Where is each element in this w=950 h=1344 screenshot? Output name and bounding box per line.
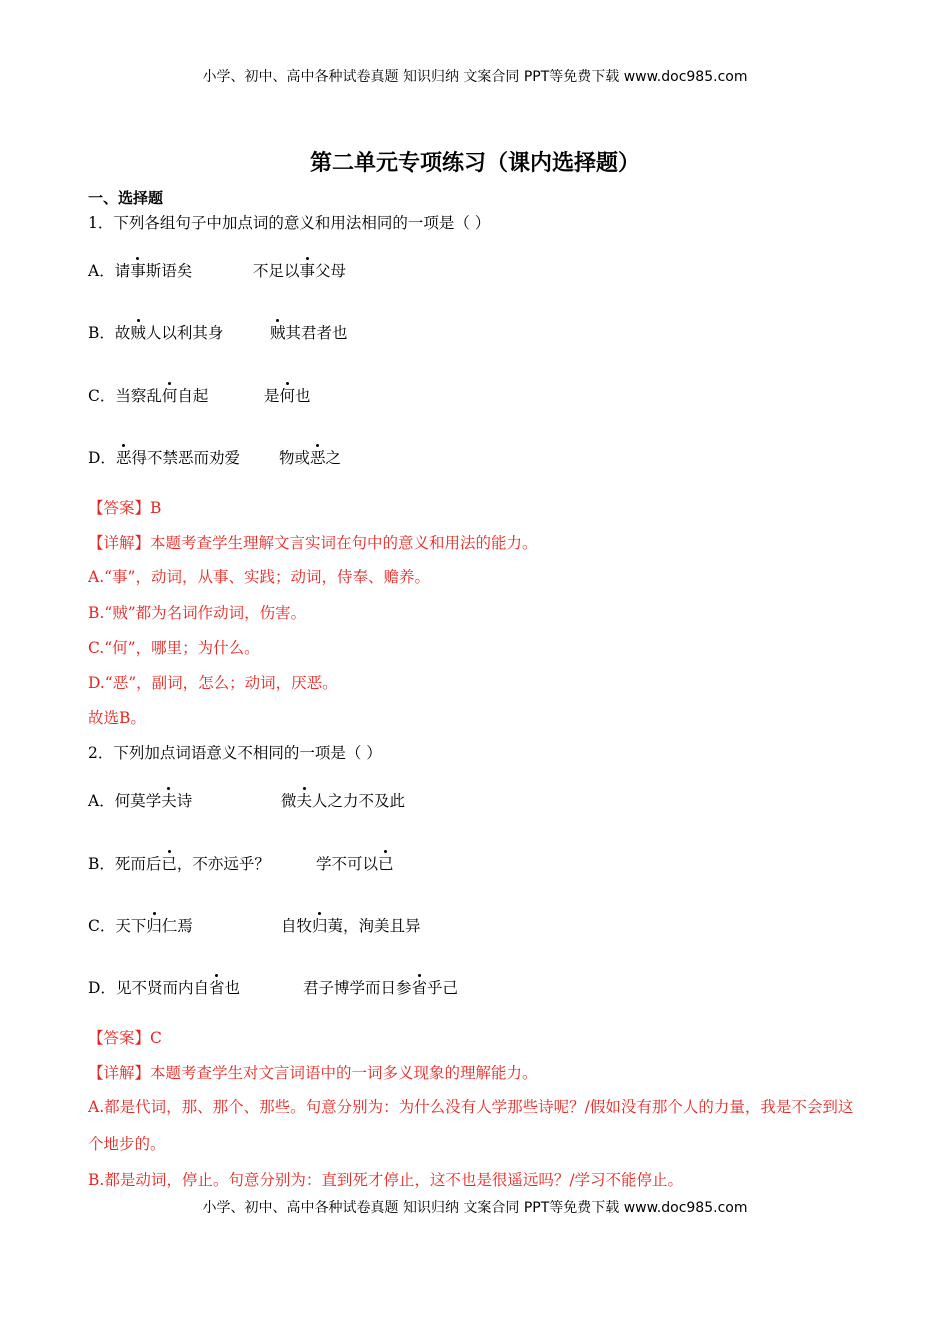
question-2-stem: 2．下列加点词语意义不相同的一项是（ ） xyxy=(88,744,382,762)
emphasis-dot-word: 归 xyxy=(312,917,328,935)
question-1-conclusion: 故选B。 xyxy=(88,709,146,727)
question-2-option-d: D．见不贤而内自省也 君子博学而日参省乎己 xyxy=(88,979,459,997)
question-1-explain-a: A.“事”，动词，从事、实践；动词，侍奉、赡养。 xyxy=(88,568,430,586)
section-heading: 一、选择题 xyxy=(88,189,164,207)
emphasis-dot-word: 事 xyxy=(130,262,146,280)
question-2-answer: 【答案】C xyxy=(88,1029,162,1047)
question-1-explain-c: C.“何”，哪里；为什么。 xyxy=(88,639,260,657)
question-1-option-c: C．当察乱何自起 是何也 xyxy=(88,387,311,405)
emphasis-dot-word: 恶 xyxy=(115,449,132,467)
question-1-detail: 【详解】本题考查学生理解文言实词在句中的意义和用法的能力。 xyxy=(88,534,538,552)
page-footer: 小学、初中、高中各种试卷真题 知识归纳 文案合同 PPT等免费下载 www.doc985.com xyxy=(202,1200,748,1216)
question-1-stem: 1．下列各组句子中加点词的意义和用法相同的一项是（ ） xyxy=(88,214,491,232)
question-2-detail: 【详解】本题考查学生对文言词语中的一词多义现象的理解能力。 xyxy=(88,1064,538,1082)
question-2-explain-a: A.都是代词，那、那个、那些。句意分别为：为什么没有人学那些诗呢？/假如没有那个人的力量，我是不会到这个地步的。 xyxy=(88,1098,854,1153)
emphasis-dot-word: 事 xyxy=(299,262,316,280)
question-2-option-c: C．天下归仁焉 自牧归荑，洵美且异 xyxy=(88,917,421,935)
question-1-explain-d: D.“恶”，副词，怎么；动词，厌恶。 xyxy=(88,674,338,692)
question-1-option-b: B．故贼人以利其身 贼其君者也 xyxy=(88,324,348,342)
emphasis-dot-word: 已 xyxy=(161,855,177,873)
question-2-explain-b: B.都是动词，停止。句意分别为：直到死才停止，这不也是很遥远吗？/学习不能停止。 xyxy=(88,1171,684,1189)
question-1-explain-b: B.“贼”都为名词作动词，伤害。 xyxy=(88,604,307,622)
emphasis-dot-word: 恶 xyxy=(310,449,326,467)
emphasis-dot-word: 何 xyxy=(279,387,296,405)
question-1-answer: 【答案】B xyxy=(88,499,162,517)
page-title: 第二单元专项练习（课内选择题） xyxy=(309,151,640,176)
emphasis-dot-word: 夫 xyxy=(161,792,177,810)
emphasis-dot-word: 已 xyxy=(378,855,394,873)
emphasis-dot-word: 省 xyxy=(208,979,225,997)
emphasis-dot-word: 何 xyxy=(161,387,178,405)
page-header: 小学、初中、高中各种试卷真题 知识归纳 文案合同 PPT等免费下载 www.doc985.com xyxy=(202,69,748,85)
emphasis-dot-word: 贼 xyxy=(270,324,286,342)
question-1-option-d: D．恶得不禁恶而劝爱 物或恶之 xyxy=(88,449,342,467)
emphasis-dot-word: 夫 xyxy=(296,792,313,810)
question-2-option-b: B．死而后已，不亦远乎？ 学不可以已 xyxy=(88,855,394,873)
question-1-option-a: A．请事斯语矣 不足以事父母 xyxy=(88,262,347,280)
emphasis-dot-word: 贼 xyxy=(130,324,146,342)
question-2-option-a: A．何莫学夫诗 微夫人之力不及此 xyxy=(88,792,406,810)
emphasis-dot-word: 归 xyxy=(146,917,162,935)
emphasis-dot-word: 省 xyxy=(411,979,428,997)
